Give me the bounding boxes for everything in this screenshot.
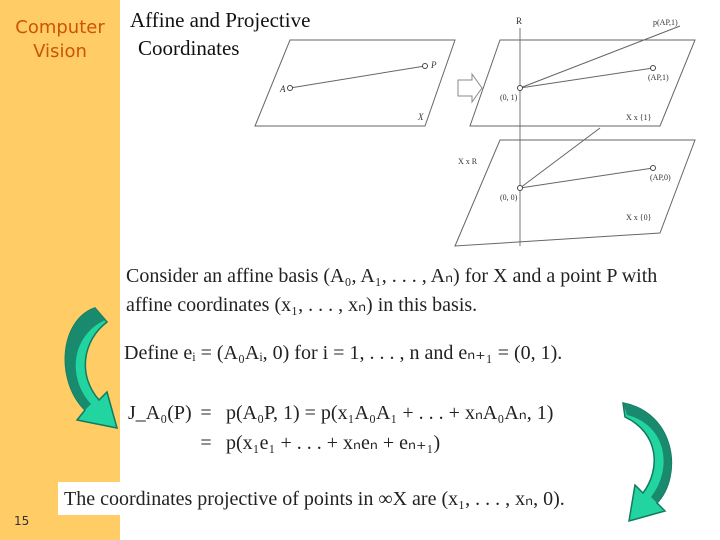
label-ap1: (AP,1) xyxy=(648,73,669,82)
point-01 xyxy=(518,86,523,91)
sidebar xyxy=(0,0,120,540)
label-r: R xyxy=(516,16,523,26)
point-a xyxy=(288,86,293,91)
point-00 xyxy=(518,186,523,191)
curved-arrow-right-icon xyxy=(615,395,685,530)
slide-title-line2: Coordinates xyxy=(138,36,240,60)
course-title-line2: Vision xyxy=(33,41,87,62)
point-ap1 xyxy=(651,66,656,71)
label-p: P xyxy=(431,60,437,70)
label-ap0: (AP,0) xyxy=(650,173,671,182)
label-pap1: p(AP,1) xyxy=(653,18,678,27)
label-o0: (0, 0) xyxy=(500,193,518,202)
basis-line2: affine coordinates (x₁, . . . , xₙ) in this basis. xyxy=(126,294,478,316)
affine-projective-figure xyxy=(250,8,700,253)
label-a: A xyxy=(280,84,286,94)
mapping-arrow-icon xyxy=(458,74,482,102)
label-x0: X x {0} xyxy=(626,213,652,222)
slide-title-line1: Affine and Projective xyxy=(130,8,311,32)
point-p xyxy=(423,64,428,69)
ray-lower xyxy=(520,168,653,188)
label-x1: X x {1} xyxy=(626,113,652,122)
left-plane xyxy=(255,40,455,126)
page-number: 15 xyxy=(14,514,30,528)
equation-block: J_A₀(P) = p(A₀P, 1) = p(x₁A₀A₁ + . . . + xₙA₀Aₙ, 1) = p(x₁e₁ + . . . + xₙeₙ + eₙ₊₁) xyxy=(128,398,553,458)
course-title-line1: Computer xyxy=(15,17,105,38)
equation-lhs: J_A₀(P) xyxy=(128,402,192,424)
definition-paragraph: Define eᵢ = (A₀Aᵢ, 0) for i = 1, . . . , n and eₙ₊₁ = (0, 1). xyxy=(124,342,563,364)
label-xr: X x R xyxy=(458,157,478,166)
projective-note: The coordinates projective of points in ∞X are (x₁, . . . , xₙ, 0). xyxy=(58,482,571,515)
upper-plane xyxy=(470,40,695,126)
ray-upper xyxy=(520,68,653,88)
lower-plane xyxy=(455,140,695,246)
basis-paragraph xyxy=(126,262,657,320)
course-title xyxy=(0,16,120,64)
label-x: X xyxy=(418,112,424,122)
curved-arrow-left-icon xyxy=(55,300,125,440)
segment-ap xyxy=(290,66,425,88)
point-ap0 xyxy=(651,166,656,171)
basis-line1: Consider an affine basis (A₀, A₁, . . . , Aₙ) for X and a point P with xyxy=(126,265,658,287)
equation-row1: p(A₀P, 1) = p(x₁A₀A₁ + . . . + xₙA₀Aₙ, 1) xyxy=(226,402,554,424)
label-o1: (0, 1) xyxy=(500,93,518,102)
equation-row2: p(x₁e₁ + . . . + xₙeₙ + eₙ₊₁) xyxy=(226,432,441,454)
diagonal-line xyxy=(520,128,600,188)
